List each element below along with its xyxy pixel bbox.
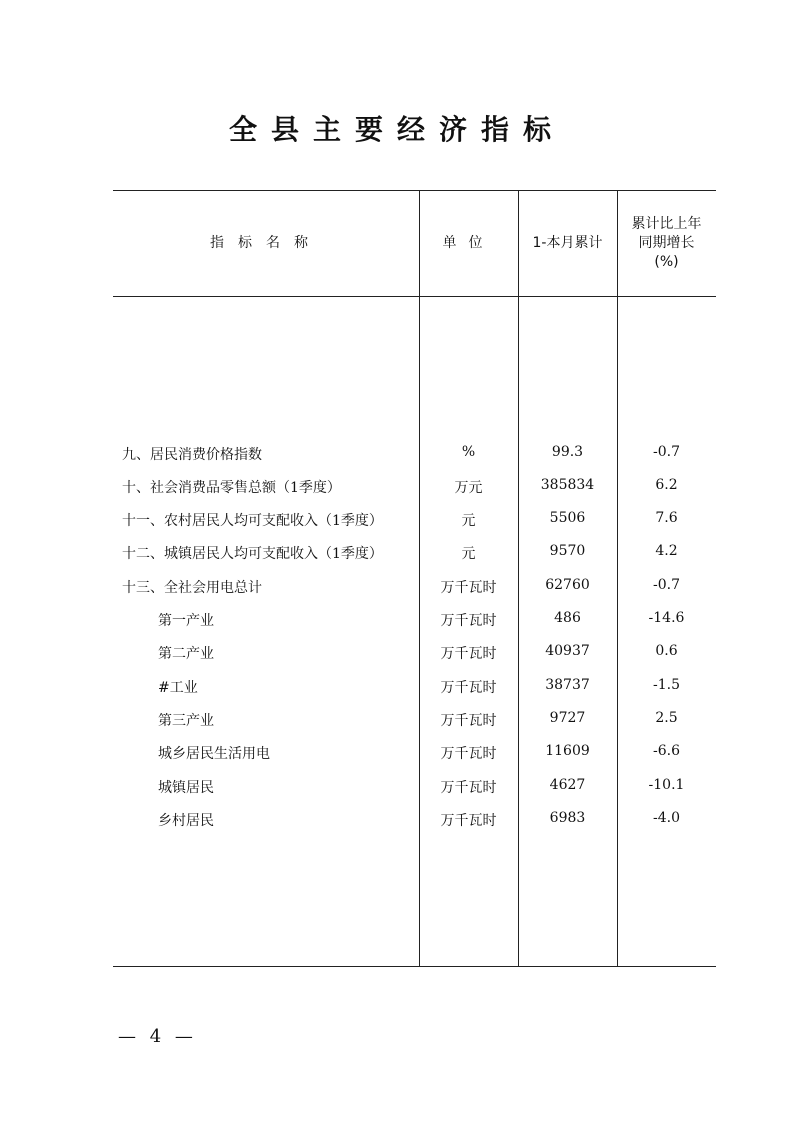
row-unit: 万元	[454, 480, 483, 496]
header-growth-line: (%)	[654, 253, 679, 270]
header-indicator-name: 指标名称	[210, 234, 322, 251]
row-unit: 元	[461, 546, 476, 562]
header-bottom-rule	[113, 296, 716, 297]
page-number: — 4 —	[118, 1026, 197, 1047]
row-name: 第一产业	[158, 613, 214, 629]
row-cumulative: 486	[554, 610, 581, 626]
table-row	[113, 469, 716, 502]
row-growth: 2.5	[655, 710, 678, 726]
row-unit: 万千瓦时	[440, 646, 497, 662]
row-growth: 0.6	[655, 643, 678, 659]
table-row	[113, 535, 716, 568]
row-name: 第三产业	[158, 713, 214, 729]
header-unit: 单位	[442, 234, 495, 251]
header-growth-line: 同期增长	[638, 234, 695, 251]
header-growth	[617, 190, 716, 296]
row-name: 城乡居民生活用电	[158, 746, 270, 762]
row-unit: %	[461, 444, 476, 460]
row-name: 乡村居民	[158, 813, 214, 829]
page-title: 全县主要经济指标	[228, 113, 565, 146]
row-cumulative: 38737	[545, 677, 590, 693]
row-growth: -4.0	[653, 810, 680, 826]
row-unit: 万千瓦时	[440, 613, 497, 629]
row-cumulative: 40937	[545, 643, 590, 659]
row-growth: 7.6	[655, 510, 678, 526]
table-row	[113, 569, 716, 602]
row-unit: 万千瓦时	[440, 813, 497, 829]
row-growth: -6.6	[653, 743, 680, 759]
row-growth: 4.2	[655, 543, 678, 559]
row-cumulative: 62760	[545, 577, 590, 593]
row-name: #工业	[158, 680, 198, 696]
header-cumulative: 1-本月累计	[532, 234, 603, 251]
row-cumulative: 9727	[549, 710, 586, 726]
table-row	[113, 635, 716, 668]
row-growth: -0.7	[653, 444, 680, 460]
header-growth-line: 累计比上年	[631, 215, 702, 232]
row-unit: 万千瓦时	[440, 713, 497, 729]
row-cumulative: 6983	[549, 810, 586, 826]
row-cumulative: 99.3	[551, 444, 584, 460]
row-name: 十三、全社会用电总计	[122, 580, 262, 596]
table-row	[113, 735, 716, 768]
table-row	[113, 602, 716, 635]
table-row	[113, 702, 716, 735]
row-cumulative: 5506	[549, 510, 586, 526]
row-unit: 万千瓦时	[440, 580, 497, 596]
row-cumulative: 9570	[549, 543, 586, 559]
table-row	[113, 502, 716, 535]
table-row	[113, 669, 716, 702]
row-growth: -14.6	[648, 610, 685, 626]
row-growth: -10.1	[648, 777, 685, 793]
row-unit: 万千瓦时	[440, 746, 497, 762]
row-growth: 6.2	[655, 477, 678, 493]
row-name: 九、居民消费价格指数	[122, 447, 262, 463]
row-growth: -1.5	[653, 677, 680, 693]
row-cumulative: 385834	[540, 477, 595, 493]
row-name: 十二、城镇居民人均可支配收入（1季度）	[122, 546, 383, 562]
table-bottom-rule	[113, 966, 716, 967]
row-name: 十、社会消费品零售总额（1季度）	[122, 480, 341, 496]
table-row	[113, 769, 716, 802]
row-cumulative: 4627	[549, 777, 586, 793]
row-name: 城镇居民	[158, 780, 214, 796]
row-unit: 万千瓦时	[440, 780, 497, 796]
row-name: 十一、农村居民人均可支配收入（1季度）	[122, 513, 383, 529]
row-name: 第二产业	[158, 646, 214, 662]
row-unit: 元	[461, 513, 476, 529]
table-row	[113, 802, 716, 835]
table-row	[113, 436, 716, 469]
row-cumulative: 11609	[545, 743, 590, 759]
row-growth: -0.7	[653, 577, 680, 593]
row-unit: 万千瓦时	[440, 680, 497, 696]
